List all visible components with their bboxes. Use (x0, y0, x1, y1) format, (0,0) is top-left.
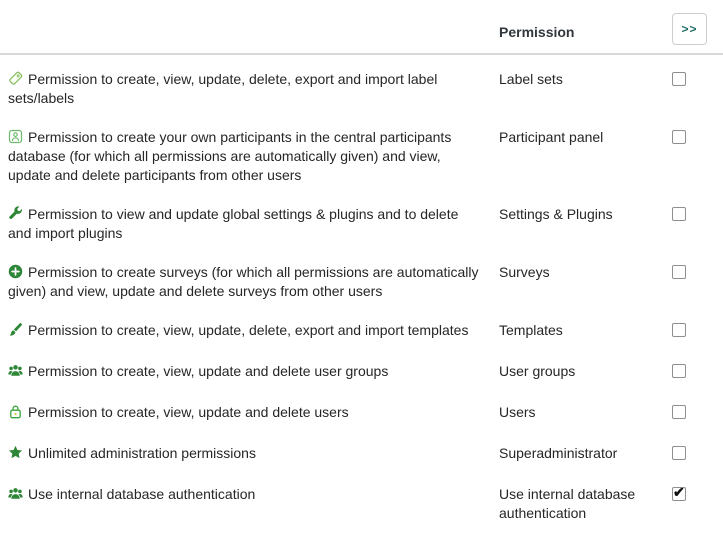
permission-description: Permission to create, view, update, delete, export and import templates (28, 322, 469, 338)
permission-description: Permission to view and update global settings & plugins and to delete and import plugins (8, 206, 459, 241)
star-icon (8, 445, 23, 460)
toggle-all-checkboxes-button[interactable]: >> (672, 13, 707, 45)
table-row (0, 54, 723, 128)
wrench-icon (8, 206, 23, 221)
permission-description: Use internal database authentication (28, 486, 256, 502)
permission-name: Users (499, 404, 536, 420)
permission-name: Templates (499, 322, 563, 338)
table-row (0, 362, 723, 403)
permission-description: Permission to create surveys (for which all permissions are automatically given) and view, update and delete surveys from other users (8, 264, 479, 299)
permission-column-header: Permission (499, 0, 664, 54)
table-row (0, 205, 723, 263)
table-header-row (0, 0, 723, 54)
tag-icon (8, 71, 23, 86)
lock-icon (8, 404, 23, 419)
permission-name: Participant panel (499, 129, 604, 145)
table-row (0, 263, 723, 321)
permission-description: Permission to create, view, update and delete user groups (28, 363, 389, 379)
permission-checkbox[interactable] (672, 487, 686, 501)
permission-name: Superadministrator (499, 445, 618, 461)
user-group-icon (8, 363, 23, 378)
permission-description: Permission to create your own participants in the central participants database (for which all permissions are automatically given) and view, update and delete participants from other users (8, 129, 452, 183)
permission-checkbox[interactable] (672, 130, 686, 144)
table-row (0, 321, 723, 362)
permission-checkbox[interactable] (672, 364, 686, 378)
table-row (0, 128, 723, 205)
user-group-icon (8, 486, 23, 501)
table-row (0, 485, 723, 539)
description-column-header (0, 0, 499, 54)
permission-name: Settings & Plugins (499, 206, 613, 222)
permission-name: User groups (499, 363, 576, 379)
permission-description: Unlimited administration permissions (28, 445, 256, 461)
permission-checkbox[interactable] (672, 207, 686, 221)
paintbrush-icon (8, 322, 23, 337)
permission-name: Label sets (499, 71, 563, 87)
permission-description: Permission to create, view, update and delete users (28, 404, 349, 420)
permission-checkbox[interactable] (672, 446, 686, 460)
permission-name: Surveys (499, 264, 550, 280)
permissions-table-body (0, 54, 723, 539)
permission-checkbox[interactable] (672, 405, 686, 419)
permission-checkbox[interactable] (672, 323, 686, 337)
participant-card-icon (8, 129, 23, 144)
plus-circle-icon (8, 264, 23, 279)
permission-checkbox[interactable] (672, 265, 686, 279)
permission-checkbox[interactable] (672, 72, 686, 86)
permission-name: Use internal database authentication (499, 486, 636, 521)
table-row (0, 444, 723, 485)
table-row (0, 403, 723, 444)
permission-description: Permission to create, view, update, delete, export and import label sets/labels (8, 71, 438, 106)
